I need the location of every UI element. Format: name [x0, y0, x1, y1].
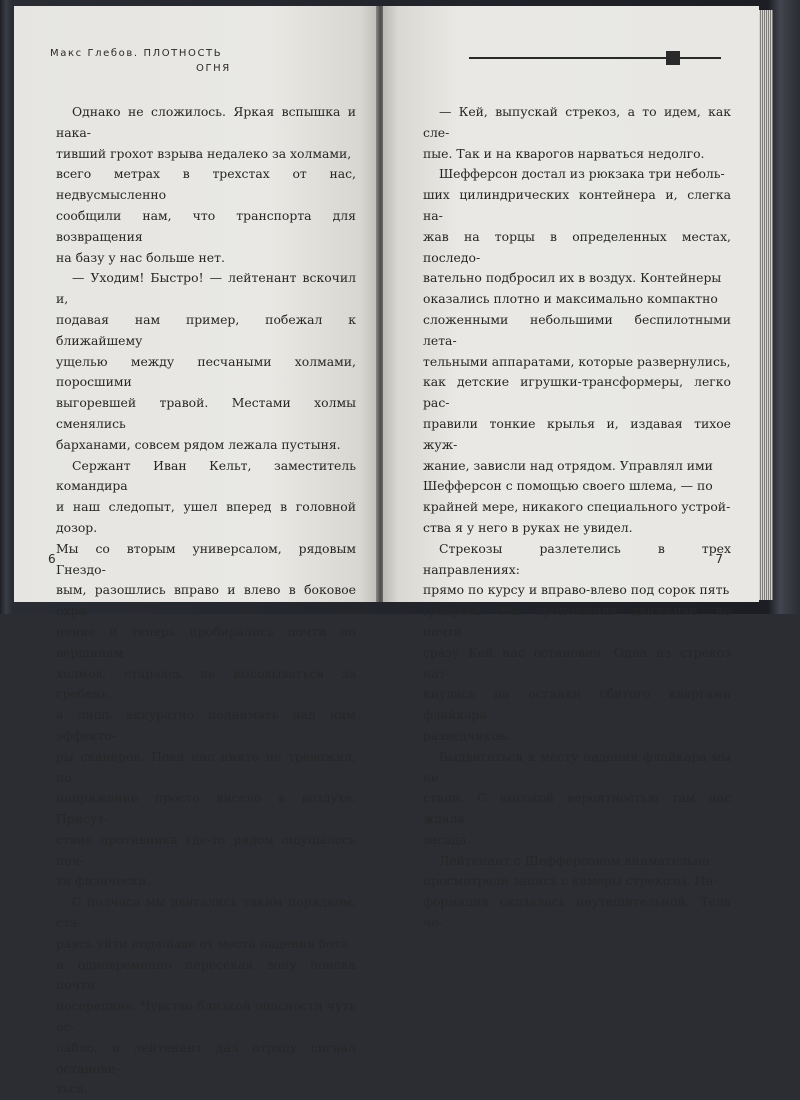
paragraph: С полчаса мы двигались таким порядком, ста- раясь уйти подальше от места падения бота и одновременно пересекая зону поиска почти посередине. Чувство близкой опасности чуть ос- лабло, и лейтенант дал отряду сигнал останови- ться.: [56, 894, 356, 1097]
header-rule: [469, 57, 721, 59]
right-page: [383, 6, 759, 931]
right-page-text: [423, 102, 731, 934]
paragraph: Шефферсон достал из рюкзака три неболь- ших цилиндрических контейнера и, слегка на- жав на торцы в определенных местах, последо- вательно подбросил их в воздух. Контейнеры оказались плотно и максимально компактно сложенными небольшими беспилотными лета- тельными аппаратами, которые развернулись, как детские игрушки-трансформеры, легко рас- правили тонкие крылья и, издавая тихое жуж- жание, зависли над отрядом. Управлял ими Шефферсон с помощью своего шлема, — по крайней мере, никакого специального устрой- ства я у него в руках не увидел.: [423, 166, 731, 535]
running-head: [50, 46, 350, 76]
left-page-text: [56, 102, 356, 1100]
left-page: [14, 6, 378, 1097]
page-number: 6: [48, 552, 56, 566]
running-head-title: Макс Глебов. ПЛОТНОСТЬ: [50, 48, 223, 59]
paragraph: — Уходим! Быстро! — лейтенант вскочил и, подавая нам пример, побежал к ближайшему ущелью между песчаными холмами, поросшими выгоревшей травой. Местами холмы сменялись барханами, совсем рядом лежала пустыня.: [56, 270, 356, 452]
page-number: 7: [715, 552, 723, 566]
page-edges: [759, 10, 773, 600]
paragraph: Лейтенант с Шефферсоном внимательно просмотрели запись с камеры стрекозы. Ин- формация оказалась неутешительной. Тела че-: [423, 852, 731, 931]
paragraph: — Кей, выпускай стрекоз, а то идем, как сле- пые. Так и на кварогов нарваться недолго.: [423, 104, 731, 161]
paragraph: Сержант Иван Кельт, заместитель командира и наш следопыт, ушел вперед в головной дозор. Мы со вторым универсалом, рядовым Гнездо- вым, разошлись вправо и влево в боковое охра- нение и теперь пробирались почти по вершинам холмов, стараясь не высовываться за гребень, а лишь аккуратно поднимать над ним эффекто- ры сканеров. Пока нас никто не тревожил, но напряжение просто висело в воздухе. Присут- ствие противника где-то рядом ощущалось поч- ти физически.: [56, 457, 356, 889]
paragraph: Стрекозы разлетелись в трех направлениях: прямо по курсу и вправо-влево под сорок пять градусов. Мы продолжили движение, но почти сразу Кей нас остановил. Одна из стрекоз нат- кнулась на останки сбитого кваргами флайкара разведчиков.: [423, 540, 731, 743]
running-head-title-cont: ОГНЯ: [196, 63, 231, 74]
paragraph: Выдвигаться к месту падения флайкара мы не стали. С высокой вероятностью там нас ждала засада.: [423, 748, 731, 847]
header-rule-square: [666, 51, 680, 65]
paragraph: Однако не сложилось. Яркая вспышка и нака- тивший грохот взрыва недалеко за холмами, всего метрах в трехстах от нас, недвусмысленно сообщили нам, что транспорта для возвращения на базу у нас больше нет.: [56, 104, 356, 265]
